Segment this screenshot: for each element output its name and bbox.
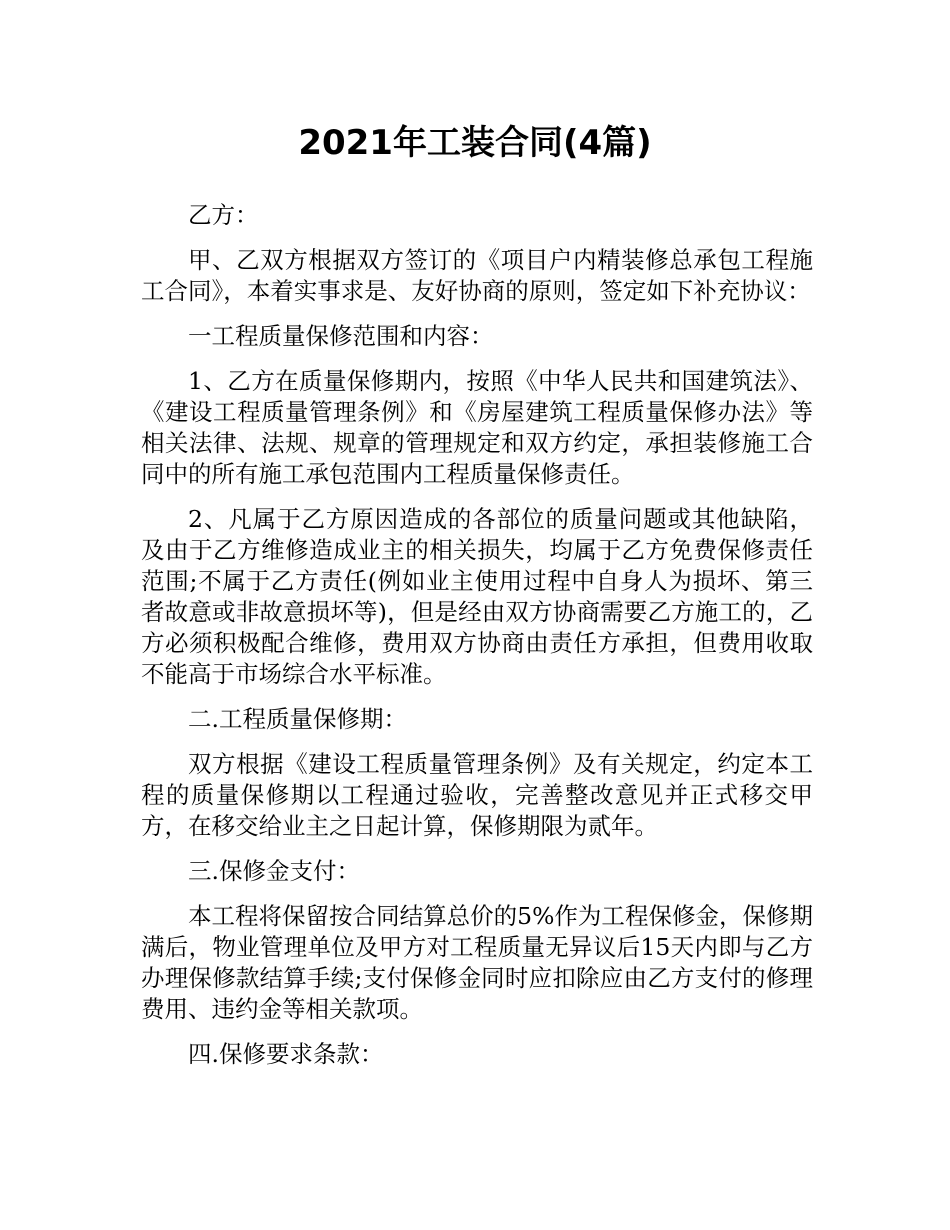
heading-warranty-period: 二.工程质量保修期：	[188, 705, 407, 733]
heading-requirements: 四.保修要求条款：	[188, 1040, 384, 1068]
paragraph-warranty-period: 双方根据《建设工程质量管理条例》及有关规定，约定本工程的质量保修期以工程通过验收，完善整改意见并正式移交甲方，在移交给业主之日起计算，保修期限为贰年。	[141, 750, 813, 840]
document-body	[141, 200, 813, 1084]
paragraph-scope-1: 1、乙方在质量保修期内，按照《中华人民共和国建筑法》、《建设工程质量管理条例》和《房屋建筑工程质量保修办法》等相关法律、法规、规章的管理规定和双方约定，承担装修施工合同中的所有施工承包范围内工程质量保修责任。	[141, 367, 813, 488]
paragraph-intro: 甲、乙双方根据双方签订的《项目户内精装修总承包工程施工合同》，本着实事求是、友好协商的原则，签定如下补充协议：	[141, 246, 813, 305]
heading-payment: 三.保修金支付：	[188, 857, 360, 885]
heading-scope: 一工程质量保修范围和内容：	[188, 322, 494, 350]
paragraph-scope-2: 2、凡属于乙方原因造成的各部位的质量问题或其他缺陷，及由于乙方维修造成业主的相关损失，均属于乙方免费保修责任范围;不属于乙方责任(例如业主使用过程中自身人为损坏、第三者故意或非故意损坏等)，但是经由双方协商需要乙方施工的，乙方必须积极配合维修，费用双方协商由责任方承担，但费用收取不能高于市场综合水平标准。	[141, 505, 813, 688]
paragraph-payment: 本工程将保留按合同结算总价的5%作为工程保修金，保修期满后，物业管理单位及甲方对工程质量无异议后15天内即与乙方办理保修款结算手续;支付保修金同时应扣除应由乙方支付的修理费用、违约金等相关款项。	[141, 902, 813, 1023]
document-title: 2021年工装合同(4篇)	[298, 123, 652, 163]
paragraph-party-b: 乙方：	[188, 201, 259, 229]
